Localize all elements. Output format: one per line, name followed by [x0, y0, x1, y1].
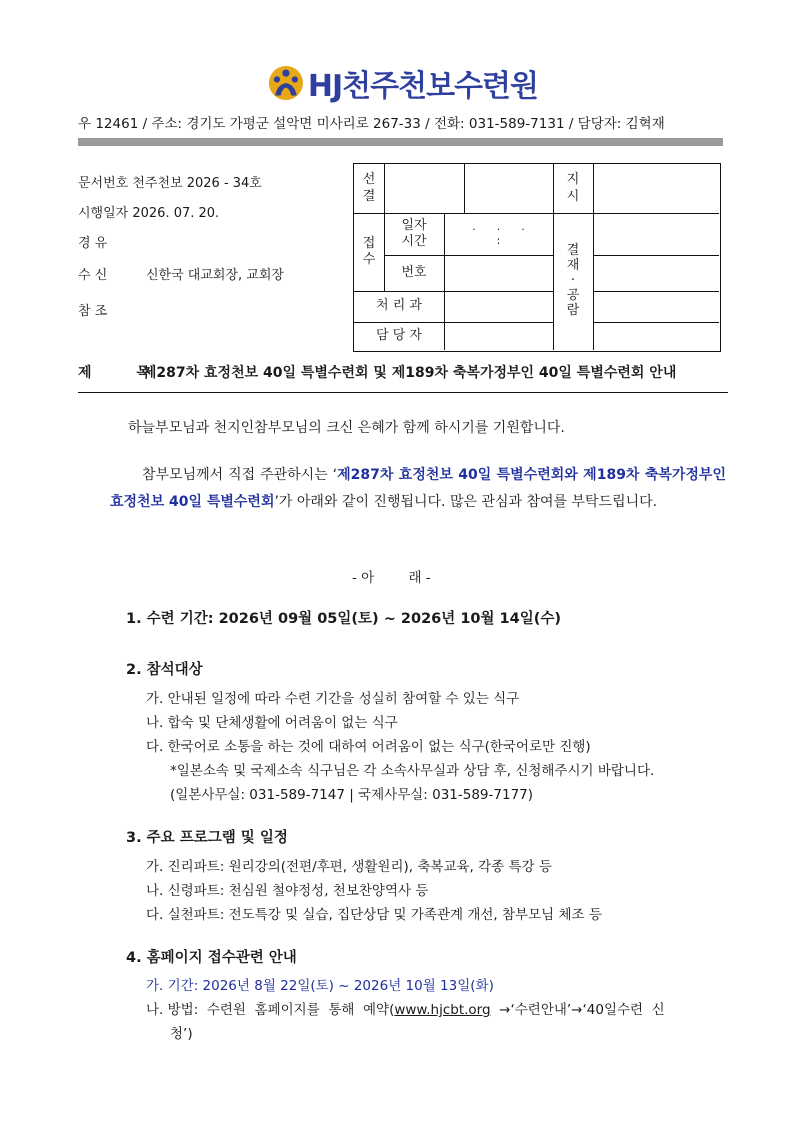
greeting: 하늘부모님과 천지인참부모님의 크신 은혜가 함께 하시기를 기원합니다.	[128, 420, 565, 436]
section-3-item: 나. 신령파트: 천심원 철야정성, 천보찬양역사 등	[146, 883, 429, 899]
recipient: 신한국 대교회장, 교회장	[146, 268, 284, 283]
section-2-phone-note: (일본사무실: 031-589-7147 | 국제사무실: 031-589-7177)	[170, 787, 534, 803]
intro-paragraph	[110, 462, 726, 516]
document-number: 문서번호 천주천보 2026 - 34호	[78, 176, 262, 191]
section-4-period: 가. 기간: 2026년 8월 22일(토) ~ 2026년 10월 13일(화)	[146, 978, 494, 994]
approval-beonho: 번호	[401, 264, 427, 280]
issue-date: 시행일자 2026. 07. 20.	[78, 206, 220, 221]
approval-gyeol: 결 재 · 공 람	[566, 243, 580, 318]
method-text-pre: 나. 방법: 수련원 홈페이지를 통해 예약(	[146, 1002, 395, 1018]
below-marker: - 아 래 -	[352, 570, 431, 586]
method-text-post: →‘수련안내’→‘40일수련 신	[490, 1002, 665, 1018]
homepage-link[interactable]: www.hjcbt.org	[394, 1002, 491, 1018]
address-line: 우 12461 / 주소: 경기도 가평군 설악면 미사리로 267-33 / 전화: 031-589-7131 / 담당자: 김혁재	[78, 116, 665, 132]
section-2-note: *일본소속 및 국제소속 식구님은 각 소속사무실과 상담 후, 신청해주시기 바랍니다.	[170, 763, 655, 779]
logo-emblem-icon	[268, 63, 304, 103]
approval-cheorigwa: 처 리 과	[376, 298, 422, 314]
organization-name: HJ천주천보수련원	[307, 69, 538, 104]
section-3-item: 가. 진리파트: 원리강의(전편/후편, 생활원리), 축복교육, 각종 특강 등	[146, 859, 552, 875]
subject-label: 제 목	[78, 365, 170, 381]
section-3-title: 3. 주요 프로그램 및 일정	[126, 830, 288, 846]
approval-jeop: 접 수	[362, 235, 376, 267]
intro-event-name: 제287차 효정천보 40일 특별수련회와 제189차 축복가정부인 효정천보 40일 특별수련회	[110, 467, 726, 510]
organization-logo	[268, 62, 538, 104]
approval-damdangja: 담 당 자	[376, 327, 422, 343]
section-2-item: 나. 합숙 및 단체생활에 어려움이 없는 식구	[146, 715, 398, 731]
section-2-item: 가. 안내된 일정에 따라 수련 기간을 성실히 참여할 수 있는 식구	[146, 691, 520, 707]
intro-post: ’가 아래와 같이 진행됩니다. 많은 관심과 참여를 부탁드립니다.	[274, 494, 658, 510]
reference-label: 참 조	[78, 304, 108, 319]
section-1-period: 1. 수련 기간: 2026년 09월 05일(토) ~ 2026년 10월 14일(수)	[126, 611, 561, 627]
section-2-item: 다. 한국어로 소통을 하는 것에 대하여 어려움이 없는 식구(한국어로만 진행)	[146, 739, 591, 755]
approval-ilja: 일자 시간	[401, 217, 427, 249]
subject-text: 제287차 효정천보 40일 특별수련회 및 제189차 축복가정부인 40일 특별수련회 안내	[142, 365, 677, 381]
section-4-title: 4. 홈페이지 접수관련 안내	[126, 950, 297, 966]
via-label: 경 유	[78, 236, 108, 251]
section-2-title: 2. 참석대상	[126, 662, 203, 678]
approval-seon: 선 결	[362, 172, 376, 204]
header-rule	[78, 138, 723, 146]
section-3-item: 다. 실천파트: 전도특강 및 실습, 집단상담 및 가족관계 개선, 참부모님 체조 등	[146, 907, 602, 923]
subject-line	[78, 362, 728, 393]
approval-ji: 지 시	[566, 172, 580, 204]
intro-pre: 참부모님께서 직접 주관하시는 ‘	[142, 467, 338, 483]
section-4-method	[146, 998, 665, 1018]
recipient-label: 수 신	[78, 268, 108, 283]
approval-table	[353, 163, 721, 352]
approval-date-dots: . . . :	[472, 220, 525, 247]
section-4-method-cont: 청’)	[170, 1026, 193, 1042]
